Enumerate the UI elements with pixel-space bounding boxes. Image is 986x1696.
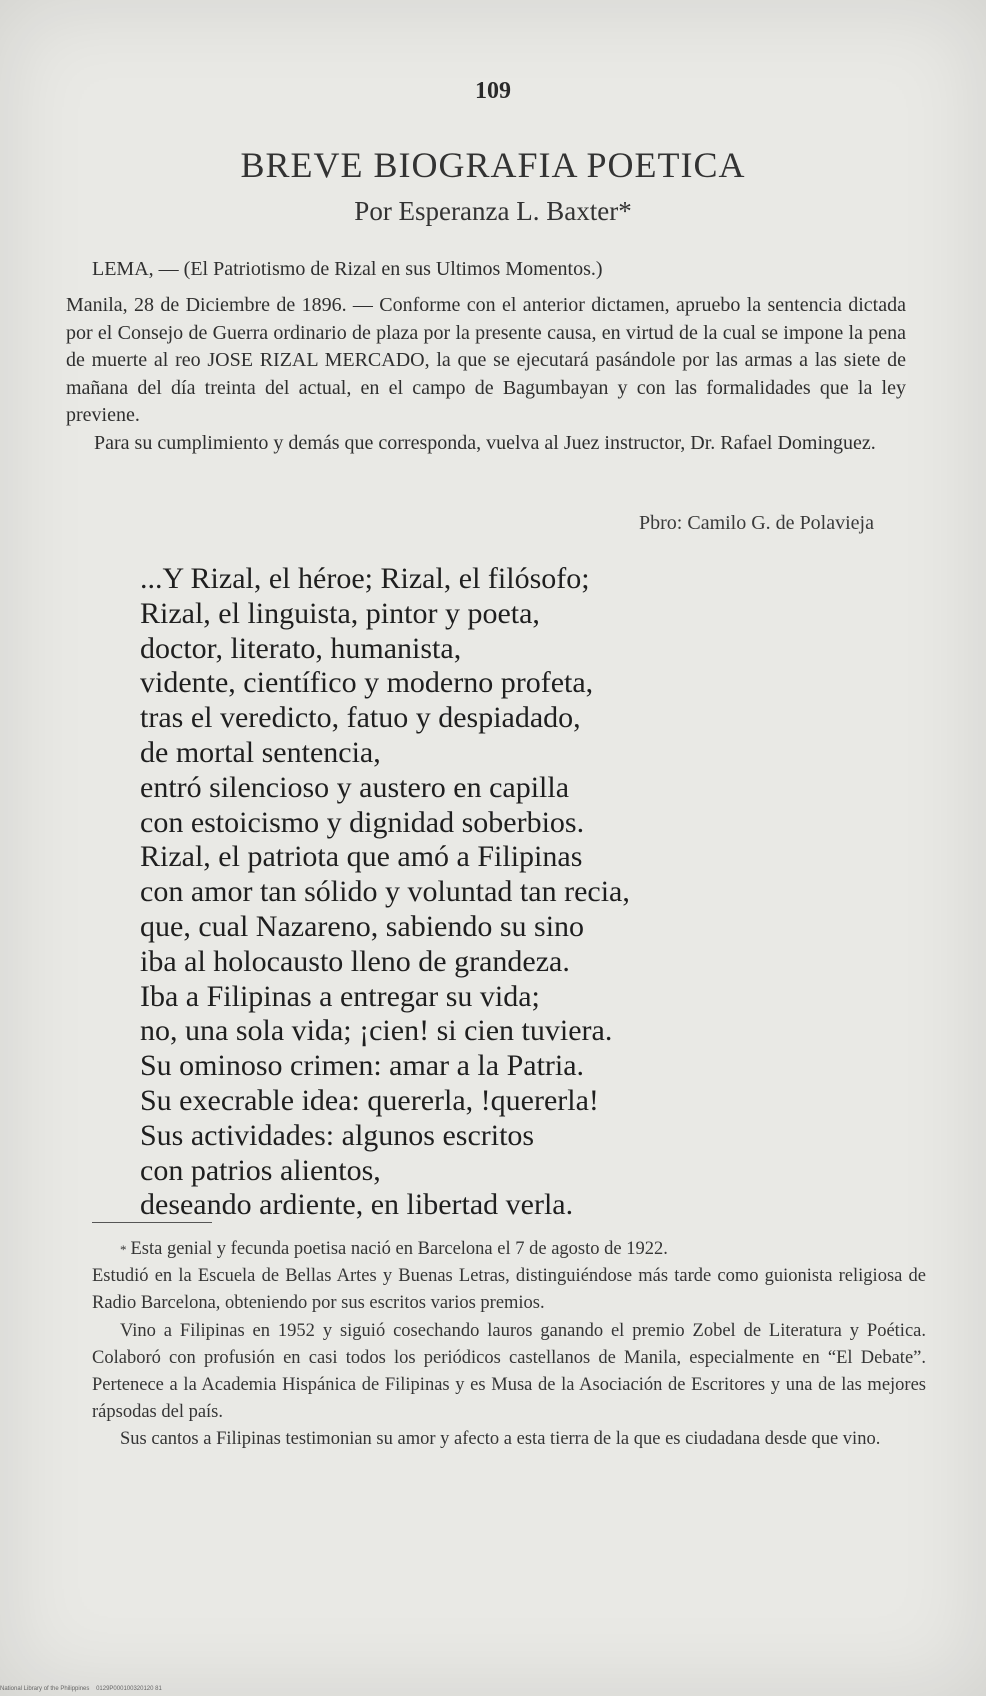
footnote-paragraph <box>92 1236 926 1263</box>
poem-line: que, cual Nazareno, sabiendo su sino <box>140 909 585 943</box>
footnote-mark: * <box>120 1242 127 1257</box>
poem-line: de mortal sentencia, <box>140 735 381 769</box>
author-byline: Por Esperanza L. Baxter* <box>354 196 632 226</box>
footnote <box>92 1236 926 1454</box>
poem-line: vidente, científico y moderno profeta, <box>140 666 594 700</box>
footnote-text: Esta genial y fecunda poetisa nació en Barcelona el 7 de agosto de 1922. <box>130 1239 668 1259</box>
footnote-paragraph: Estudió en la Escuela de Bellas Artes y Buenas Letras, distinguiéndose más tarde como guionista religiosa de Radio Barcelona, obteniendo por sus escritos varios premios. <box>92 1266 926 1314</box>
epigraph-decree <box>66 292 906 457</box>
decree-signature: Pbro: Camilo G. de Polavieja <box>639 512 874 534</box>
poem-line: con amor tan sólido y voluntad tan recia, <box>140 875 630 909</box>
scan-footer <box>0 1686 162 1692</box>
page-number: 109 <box>475 78 511 104</box>
decree-paragraph: Para su cumplimiento y demás que corresponda, vuelva al Juez instructor, Dr. Rafael Dominguez. <box>94 431 876 454</box>
footer-code: 0129P000100320120 81 <box>96 1686 162 1692</box>
poem-line: entró silencioso y austero en capilla <box>140 770 570 804</box>
poem <box>140 562 920 1223</box>
poem-line: no, una sola vida; ¡cien! si cien tuviera. <box>140 1014 613 1048</box>
poem-line: Iba a Filipinas a entregar su vida; <box>140 979 540 1013</box>
poem-line: deseando ardiente, en libertad verla. <box>140 1188 574 1222</box>
footnote-paragraph: Sus cantos a Filipinas testimonian su amor y afecto a esta tierra de la que es ciudadana desde que vino. <box>120 1429 881 1450</box>
poem-line: tras el veredicto, fatuo y despiadado, <box>140 701 581 735</box>
poem-line: con estoicismo y dignidad soberbios. <box>140 805 585 839</box>
footnote-paragraph: Vino a Filipinas en 1952 y siguió cosechando lauros ganando el premio Zobel de Literatura y Poética. Colaboró con profusión en casi todos los periódicos castellanos de Manila, especialmente en “El Debate”. Pertenece a la Academia Hispánica de Filipinas y es Musa de la Asociación de Escritores y una de las mejores rápsodas del país. <box>92 1320 926 1423</box>
page-title: BREVE BIOGRAFIA POETICA <box>240 145 746 185</box>
decree-paragraph: Manila, 28 de Diciembre de 1896. — Conforme con el anterior dictamen, apruebo la sentencia dictada por el Consejo de Guerra ordinario de plaza por la presente causa, en virtud de la cual se impone la pena de muerte al reo JOSE RIZAL MERCADO, la que se ejecutará pasándole por las armas a las siete de mañana del día treinta del actual, en el campo de Bagumbayan y con las formalidades que la ley previene. <box>66 294 906 426</box>
footnote-divider <box>92 1222 212 1223</box>
footer-library: National Library of the Philippines <box>0 1686 90 1692</box>
poem-line: Rizal, el patriota que amó a Filipinas <box>140 840 583 874</box>
epigraph-lema: LEMA, — (El Patriotismo de Rizal en sus Ultimos Momentos.) <box>92 258 603 280</box>
poem-line: iba al holocausto lleno de grandeza. <box>140 944 570 978</box>
poem-line: Su ominoso crimen: amar a la Patria. <box>140 1049 585 1083</box>
poem-line: Su execrable idea: quererla, !quererla! <box>140 1083 599 1117</box>
poem-line: Rizal, el linguista, pintor y poeta, <box>140 596 540 630</box>
poem-line: ...Y Rizal, el héroe; Rizal, el filósofo; <box>140 562 590 595</box>
poem-line: con patrios alientos, <box>140 1153 381 1187</box>
poem-line: doctor, literato, humanista, <box>140 631 462 665</box>
poem-line: Sus actividades: algunos escritos <box>140 1118 535 1152</box>
